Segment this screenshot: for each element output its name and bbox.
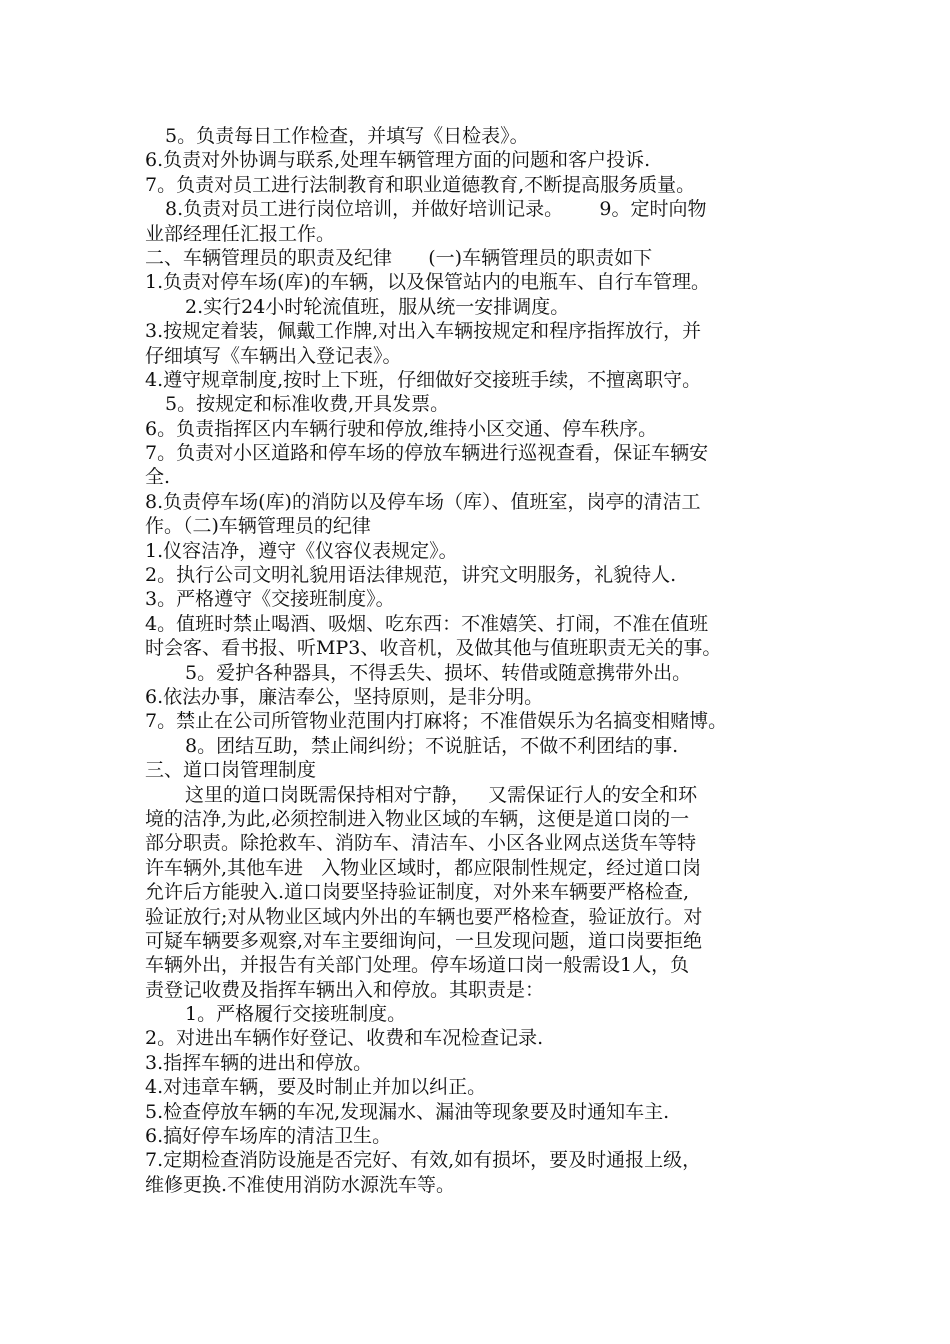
text-line: 允许后方能驶入.道口岗要坚持验证制度，对外来车辆要严格检查, <box>145 881 690 904</box>
text-line: 责登记收费及指挥车辆出入和停放。其职责是： <box>145 978 545 1001</box>
document-body <box>145 124 825 1197</box>
text-line: 5.检查停放车辆的车况,发现漏水、漏油等现象要及时通知车主. <box>145 1100 670 1123</box>
text-line: 1.负责对停车场(库)的车辆，以及保管站内的电瓶车、自行车管理。 <box>145 271 710 294</box>
text-line: 2.实行24小时轮流值班，服从统一安排调度。 <box>185 295 570 318</box>
section-heading: 二、车辆管理员的职责及纪律 (一)车辆管理员的职责如下 <box>145 246 653 269</box>
text-line: 5。爱护各种器具，不得丢失、损坏、转借或随意携带外出。 <box>185 661 692 684</box>
section-heading: 三、道口岗管理制度 <box>145 759 317 782</box>
text-line: 6。负责指挥区内车辆行驶和停放,维持小区交通、停车秩序。 <box>145 417 658 440</box>
text-line: 许车辆外,其他车进 入物业区域时，都应限制性规定，经过道口岗 <box>145 856 702 879</box>
text-line: 5。按规定和标准收费,开具发票。 <box>165 393 450 416</box>
text-line: 作。（二)车辆管理员的纪律 <box>145 515 371 538</box>
text-line: 3.按规定着装，佩戴工作牌,对出入车辆按规定和程序指挥放行，并 <box>145 320 702 343</box>
text-line: 维修更换.不准使用消防水源洗车等。 <box>145 1173 456 1196</box>
text-line: 6.负责对外协调与联系,处理车辆管理方面的问题和客户投诉. <box>145 149 651 172</box>
text-line: 8.负责停车场(库)的消防以及停车场（库）、值班室，岗亭的清洁工 <box>145 490 701 513</box>
text-line: 3.指挥车辆的进出和停放。 <box>145 1051 373 1074</box>
text-line: 7。禁止在公司所管物业范围内打麻将；不准借娱乐为名搞变相赌博。 <box>145 710 728 733</box>
text-line: 业部经理任汇报工作。 <box>145 222 336 245</box>
text-line: 仔细填写《车辆出入登记表》。 <box>145 344 402 367</box>
text-line: 验证放行;对从物业区域内外出的车辆也要严格检查，验证放行。对 <box>145 905 703 928</box>
text-line: 6.依法办事，廉洁奉公，坚持原则，是非分明。 <box>145 685 544 708</box>
text-line: 2。执行公司文明礼貌用语法律规范，讲究文明服务，礼貌待人. <box>145 564 677 587</box>
text-line: 全. <box>145 466 171 489</box>
text-line: 8.负责对员工进行岗位培训，并做好培训记录。 9。定时向物 <box>165 198 707 221</box>
text-line: 5。负责每日工作检查，并填写《日检表》。 <box>165 125 529 147</box>
text-line: 4。值班时禁止喝酒、吸烟、吃东西：不准嬉笑、打闹，不准在值班 <box>145 612 709 635</box>
text-line: 8。团结互助，禁止闹纠纷；不说脏话，不做不利团结的事. <box>185 734 679 757</box>
text-line: 可疑车辆要多观察,对车主要细询问，一旦发现问题，道口岗要拒绝 <box>145 929 703 952</box>
text-line: 4.对违章车辆，要及时制止并加以纠正。 <box>145 1076 487 1099</box>
text-line: 这里的道口岗既需保持相对宁静， 又需保证行人的安全和环 <box>185 783 698 806</box>
text-line: 1.仪容洁净，遵守《仪容仪表规定》。 <box>145 539 458 562</box>
text-line: 部分职责。除抢救车、消防车、清洁车、小区各业网点送货车等特 <box>145 832 697 855</box>
text-line: 7。负责对小区道路和停车场的停放车辆进行巡视查看，保证车辆安 <box>145 442 709 465</box>
text-line: 境的洁净,为此,必须控制进入物业区域的车辆，这便是道口岗的一 <box>145 807 690 830</box>
text-line: 4.遵守规章制度,按时上下班，仔细做好交接班手续，不擅离职守。 <box>145 368 702 391</box>
text-line: 时会客、看书报、听MP3、收音机，及做其他与值班职责无关的事。 <box>145 637 722 660</box>
text-line: 7。负责对员工进行法制教育和职业道德教育,不断提高服务质量。 <box>145 173 696 196</box>
text-line: 车辆外出，并报告有关部门处理。停车场道口岗一般需设1人，负 <box>145 954 690 977</box>
text-line: 3。严格遵守《交接班制度》。 <box>145 588 395 611</box>
text-line: 6.搞好停车场库的清洁卫生。 <box>145 1125 392 1148</box>
text-line: 2。对进出车辆作好登记、收费和车况检查记录. <box>145 1027 544 1050</box>
text-line: 1。严格履行交接班制度。 <box>185 1003 407 1026</box>
text-line: 7.定期检查消防设施是否完好、有效,如有损坏，要及时通报上级， <box>145 1149 702 1172</box>
